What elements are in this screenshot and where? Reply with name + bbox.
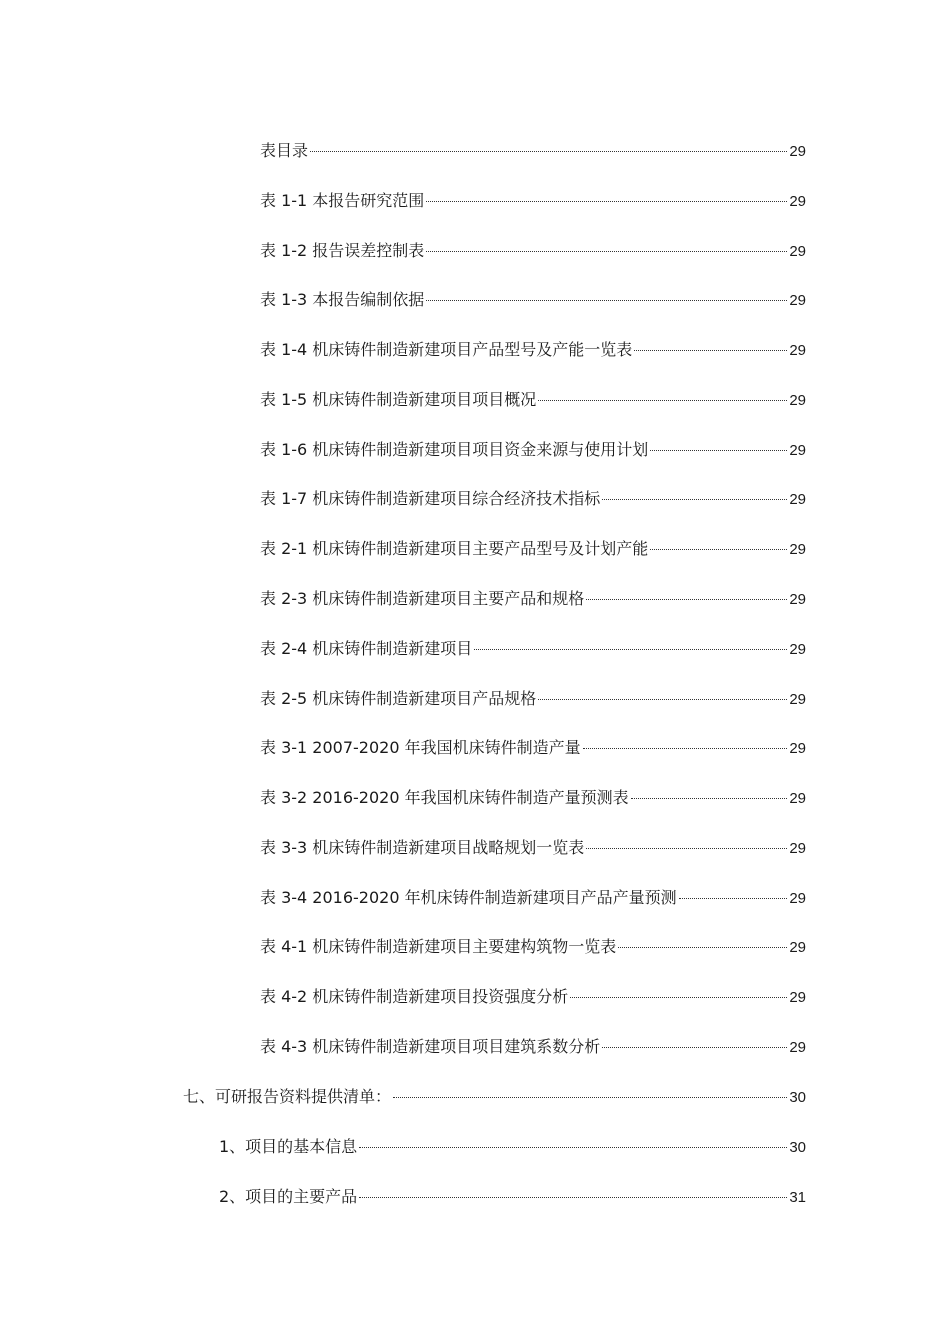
dot-leader <box>634 350 787 351</box>
toc-page-number: 30 <box>789 1089 806 1106</box>
toc-entry[interactable] <box>260 887 806 909</box>
toc-entry[interactable] <box>260 1036 806 1058</box>
toc-entry-title: 表 2-4 机床铸件制造新建项目 <box>260 639 473 658</box>
toc-entry-title: 表 3-1 2007-2020 年我国机床铸件制造产量 <box>260 738 581 757</box>
toc-page-number: 29 <box>789 890 806 907</box>
dot-leader <box>359 1147 787 1148</box>
dot-leader <box>359 1197 787 1198</box>
dot-leader <box>679 898 788 899</box>
dot-leader <box>393 1097 787 1098</box>
toc-entry[interactable] <box>260 986 806 1008</box>
toc-page-number: 29 <box>789 840 806 857</box>
toc-page-number: 29 <box>789 342 806 359</box>
toc-entry[interactable] <box>260 936 806 958</box>
toc-page-number: 29 <box>789 292 806 309</box>
toc-page-number: 29 <box>789 243 806 260</box>
dot-leader <box>602 499 787 500</box>
toc-entry[interactable] <box>260 737 806 759</box>
toc-entry-title: 表 1-5 机床铸件制造新建项目项目概况 <box>260 390 537 409</box>
toc-entry[interactable] <box>260 289 806 311</box>
toc-page-number: 29 <box>789 641 806 658</box>
toc-entry-title: 表目录 <box>260 141 309 160</box>
dot-leader <box>538 400 787 401</box>
dot-leader <box>474 649 787 650</box>
dot-leader <box>650 450 787 451</box>
toc-entry-title: 表 4-1 机床铸件制造新建项目主要建构筑物一览表 <box>260 937 617 956</box>
toc-entry[interactable] <box>219 1136 806 1158</box>
toc-section-entry[interactable] <box>183 1086 806 1108</box>
toc-entry-title: 表 4-3 机床铸件制造新建项目项目建筑系数分析 <box>260 1037 601 1056</box>
toc-entry[interactable] <box>260 389 806 411</box>
toc-entry-title: 表 2-3 机床铸件制造新建项目主要产品和规格 <box>260 589 585 608</box>
toc-entry[interactable] <box>260 837 806 859</box>
toc-entry[interactable] <box>260 688 806 710</box>
dot-leader <box>586 848 787 849</box>
toc-entry-title: 表 3-3 机床铸件制造新建项目战略规划一览表 <box>260 838 585 857</box>
toc-page-number: 29 <box>789 740 806 757</box>
toc-entry[interactable] <box>260 439 806 461</box>
toc-entry-title: 1、项目的基本信息 <box>219 1137 358 1156</box>
dot-leader <box>618 947 787 948</box>
toc-entry-title: 表 2-5 机床铸件制造新建项目产品规格 <box>260 689 537 708</box>
toc-page-number: 29 <box>789 1039 806 1056</box>
dot-leader <box>426 300 787 301</box>
toc-entry[interactable] <box>260 538 806 560</box>
toc-entry[interactable] <box>260 787 806 809</box>
toc-entry-title: 表 2-1 机床铸件制造新建项目主要产品型号及计划产能 <box>260 539 649 558</box>
toc-entry[interactable] <box>260 140 806 162</box>
toc-page-number: 29 <box>789 442 806 459</box>
toc-entry-title: 表 1-6 机床铸件制造新建项目项目资金来源与使用计划 <box>260 440 649 459</box>
dot-leader <box>583 748 788 749</box>
toc-entry-title: 表 3-2 2016-2020 年我国机床铸件制造产量预测表 <box>260 788 629 807</box>
toc-page-number: 29 <box>789 790 806 807</box>
toc-entry[interactable] <box>260 488 806 510</box>
dot-leader <box>426 201 787 202</box>
toc-page-number: 29 <box>789 691 806 708</box>
dot-leader <box>602 1047 787 1048</box>
dot-leader <box>538 699 787 700</box>
toc-entry-title: 表 1-4 机床铸件制造新建项目产品型号及产能一览表 <box>260 340 633 359</box>
toc-entry[interactable] <box>260 190 806 212</box>
toc-page-number: 29 <box>789 143 806 160</box>
toc-entry-title: 2、项目的主要产品 <box>219 1187 358 1206</box>
dot-leader <box>570 997 787 998</box>
toc-page-number: 30 <box>789 1139 806 1156</box>
dot-leader <box>650 549 787 550</box>
toc-entry[interactable] <box>219 1186 806 1208</box>
toc-page-number: 31 <box>789 1189 806 1206</box>
dot-leader <box>631 798 788 799</box>
dot-leader <box>310 151 787 152</box>
toc-entry[interactable] <box>260 588 806 610</box>
toc-entry-title: 七、可研报告资料提供清单： <box>183 1087 392 1106</box>
toc-entry-title: 表 4-2 机床铸件制造新建项目投资强度分析 <box>260 987 569 1006</box>
toc-entry-title: 表 1-1 本报告研究范围 <box>260 191 425 210</box>
toc-entry[interactable] <box>260 638 806 660</box>
toc-entry-title: 表 3-4 2016-2020 年机床铸件制造新建项目产品产量预测 <box>260 888 677 907</box>
toc-page-number: 29 <box>789 591 806 608</box>
toc-entry[interactable] <box>260 240 806 262</box>
toc-page-number: 29 <box>789 193 806 210</box>
dot-leader <box>426 251 787 252</box>
toc-page-number: 29 <box>789 392 806 409</box>
toc-entry[interactable] <box>260 339 806 361</box>
toc-page-number: 29 <box>789 491 806 508</box>
toc-page-number: 29 <box>789 939 806 956</box>
dot-leader <box>586 599 787 600</box>
toc-entry-title: 表 1-2 报告误差控制表 <box>260 241 425 260</box>
toc-page-number: 29 <box>789 541 806 558</box>
toc-page-number: 29 <box>789 989 806 1006</box>
toc-entry-title: 表 1-7 机床铸件制造新建项目综合经济技术指标 <box>260 489 601 508</box>
toc-entry-title: 表 1-3 本报告编制依据 <box>260 290 425 309</box>
